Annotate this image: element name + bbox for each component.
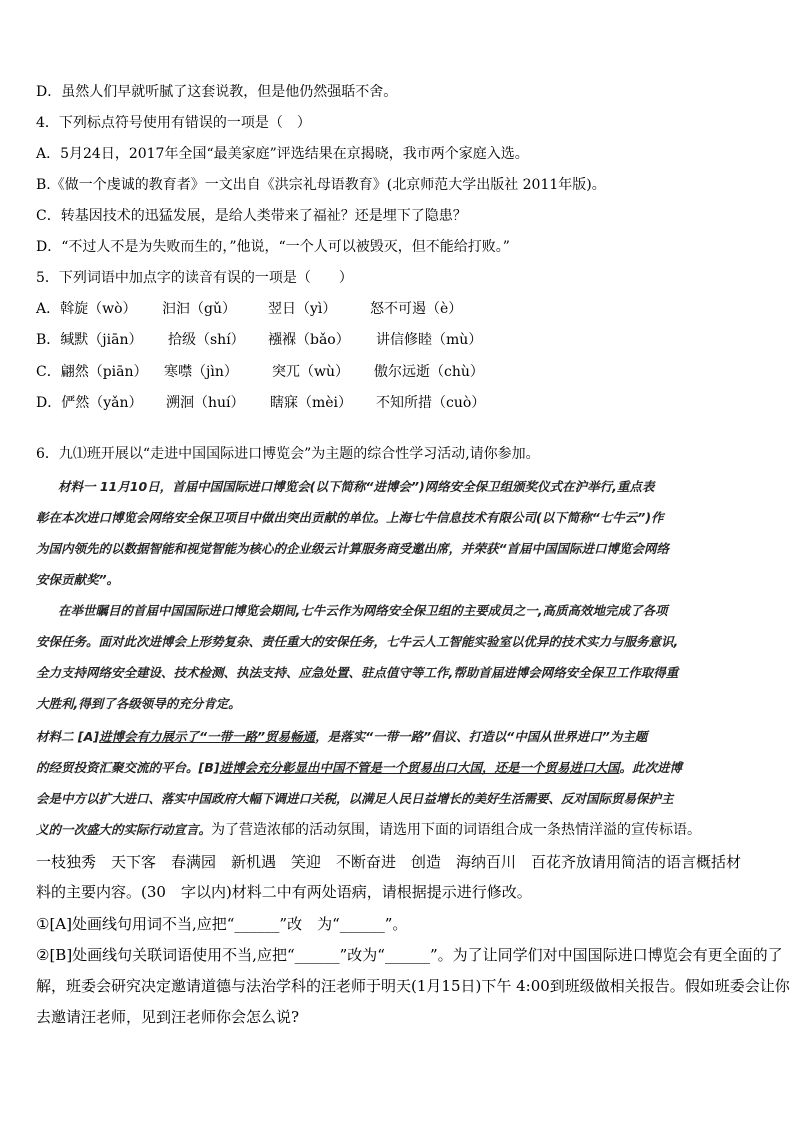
q5-a-3: 翌日（yì） [268,301,337,317]
material-two-line-3: 会是中方以扩大进口、落实中国政府大幅下调进口关税，以满足人民日益增长的美好生活需要、反对国际贸易保护主 [36,791,674,806]
q5-c-3: 突兀（wù） [272,364,349,380]
q5-d-2: 溯洄（huí） [166,395,245,411]
q5-b-1: B．缄默（jiān） [36,332,143,348]
q4-option-d: D．“不过人不是为失败而生的，”他说，“一个人可以被毁灭，但不能给打败。” [36,239,510,255]
material-two-prefix: 材料二 [A] [36,729,99,744]
q5-a-2: 汩汩（gǔ） [162,301,236,317]
fix-item-b: ②[B]处画线句关联词语使用不当,应把“______”改为“______”。为了让同学们对中国国际进口博览会有更全面的了 [36,946,783,964]
word-list: 一枝独秀 天下客 春满园 新机遇 笑迎 不断奋进 创造 海纳百川 百花齐放请用简洁的语言概括材 [36,853,742,871]
q5-b-3: 襁褓（bǎo） [268,332,350,348]
material-two-prefix-b: 的经贸投资汇聚交流的平台。[B] [36,760,220,775]
q4-option-a: A．5月24日，2017年全国“最美家庭”评选结果在京揭晓，我市两个家庭入选。 [36,146,529,162]
q5-c-1: C．翩然（piān） [36,364,148,380]
material-two-end: 义的一次盛大的实际行动宣言。 [36,822,212,837]
material-line: 材料一 11月10日，首届中国国际进口博览会(以下简称“进博会”)网络安全保卫组颁奖仪式在沪举行,重点表 [58,479,655,494]
invite-question-line-1: 解，班委会研究决定邀请道德与法治学科的汪老师于明天(1月15日)下午 4:00到班级做相关报告。假如班委会让你 [36,977,790,995]
q5-c-4: 傲尔远逝（chù） [374,364,484,380]
q4-option-c: C．转基因技术的迅猛发展，是给人类带来了福祉？还是埋下了隐患？ [36,208,467,224]
q5-d-4: 不知所措（cuò） [376,395,486,411]
material-line: 安保贡献奖”。 [36,572,120,587]
q5-b-4: 讲信修睦（mù） [376,332,483,348]
q4-stem: 4．下列标点符号使用有错误的一项是（ ） [36,115,311,131]
fix-item-a: ①[A]处画线句用词不当,应把“______”改 为“______”。 [36,915,408,933]
q5-a-4: 怒不可遏（è） [370,301,463,317]
material-two-rest-b: 。此次进博 [619,760,682,775]
material-two-line-4 [36,820,701,840]
q5-stem: 5．下列词语中加点字的读音有误的一项是（ ） [36,270,353,286]
underlined-sentence-a: 进博会有力展示了“一带一路”贸易畅通 [98,729,316,744]
material-two-line-1 [36,727,647,747]
material-line: 大胜利,得到了各级领导的充分肯定。 [36,696,241,711]
q5-a-1: A．斡旋（wò） [36,301,137,317]
q5-b-2: 拾级（shí） [168,332,245,348]
q5-d-1: D．俨然（yǎn） [36,395,143,411]
q4-option-b: B.《做一个虔诚的教育者》一文出自《洪宗礼母语教育》(北京师范大学出版社 2011年版)。 [36,177,606,193]
material-two-rest: ，是落实“一带一路”倡议、打造以“中国从世界进口”为主题 [315,729,648,744]
underlined-sentence-b: 进博会充分彰显出中国不管是一个贸易出口大国，还是一个贸易进口大国 [219,760,620,775]
material-line: 在举世瞩目的首届中国国际进口博览会期间,七牛云作为网络安全保卫组的主要成员之一,高质高效地完成了各项 [58,603,668,618]
q3-option-d: D．虽然人们早就听腻了这套说教，但是他仍然强聒不舍。 [36,84,398,100]
material-two-line-2 [36,758,682,778]
material-line: 全力支持网络安全建设、技术检测、执法支持、应急处置、驻点值守等工作,帮助首届进博会网络安全保卫工作取得重 [36,665,679,680]
material-line: 为国内领先的以数据智能和视觉智能为核心的企业级云计算服务商受邀出席，并荣获“首届中国国际进口博览会网络 [36,541,670,556]
q5-c-2: 寒噤（jìn） [164,364,238,380]
invite-question-line-2: 去邀请汪老师，见到汪老师你会怎么说? [36,1008,300,1026]
summary-question: 料的主要内容。(30 字以内)材料二中有两处语病，请根据提示进行修改。 [36,883,532,901]
material-line: 彰在本次进口博览会网络安全保卫项目中做出突出贡献的单位。上海七牛信息技术有限公司(以下简称“七牛云”)作 [36,510,664,525]
q5-d-3: 瞎寐（mèi） [270,395,353,411]
slogan-question: 为了营造浓郁的活动氛围，请选用下面的词语组合成一条热情洋溢的宣传标语。 [211,822,702,838]
material-line: 安保任务。面对此次进博会上形势复杂、责任重大的安保任务，七牛云人工智能实验室以优异的技术实力与服务意识, [36,634,679,649]
q6-stem: 6．九⑴班开展以“走进中国国际进口博览会”为主题的综合性学习活动,请你参加。 [36,446,540,462]
